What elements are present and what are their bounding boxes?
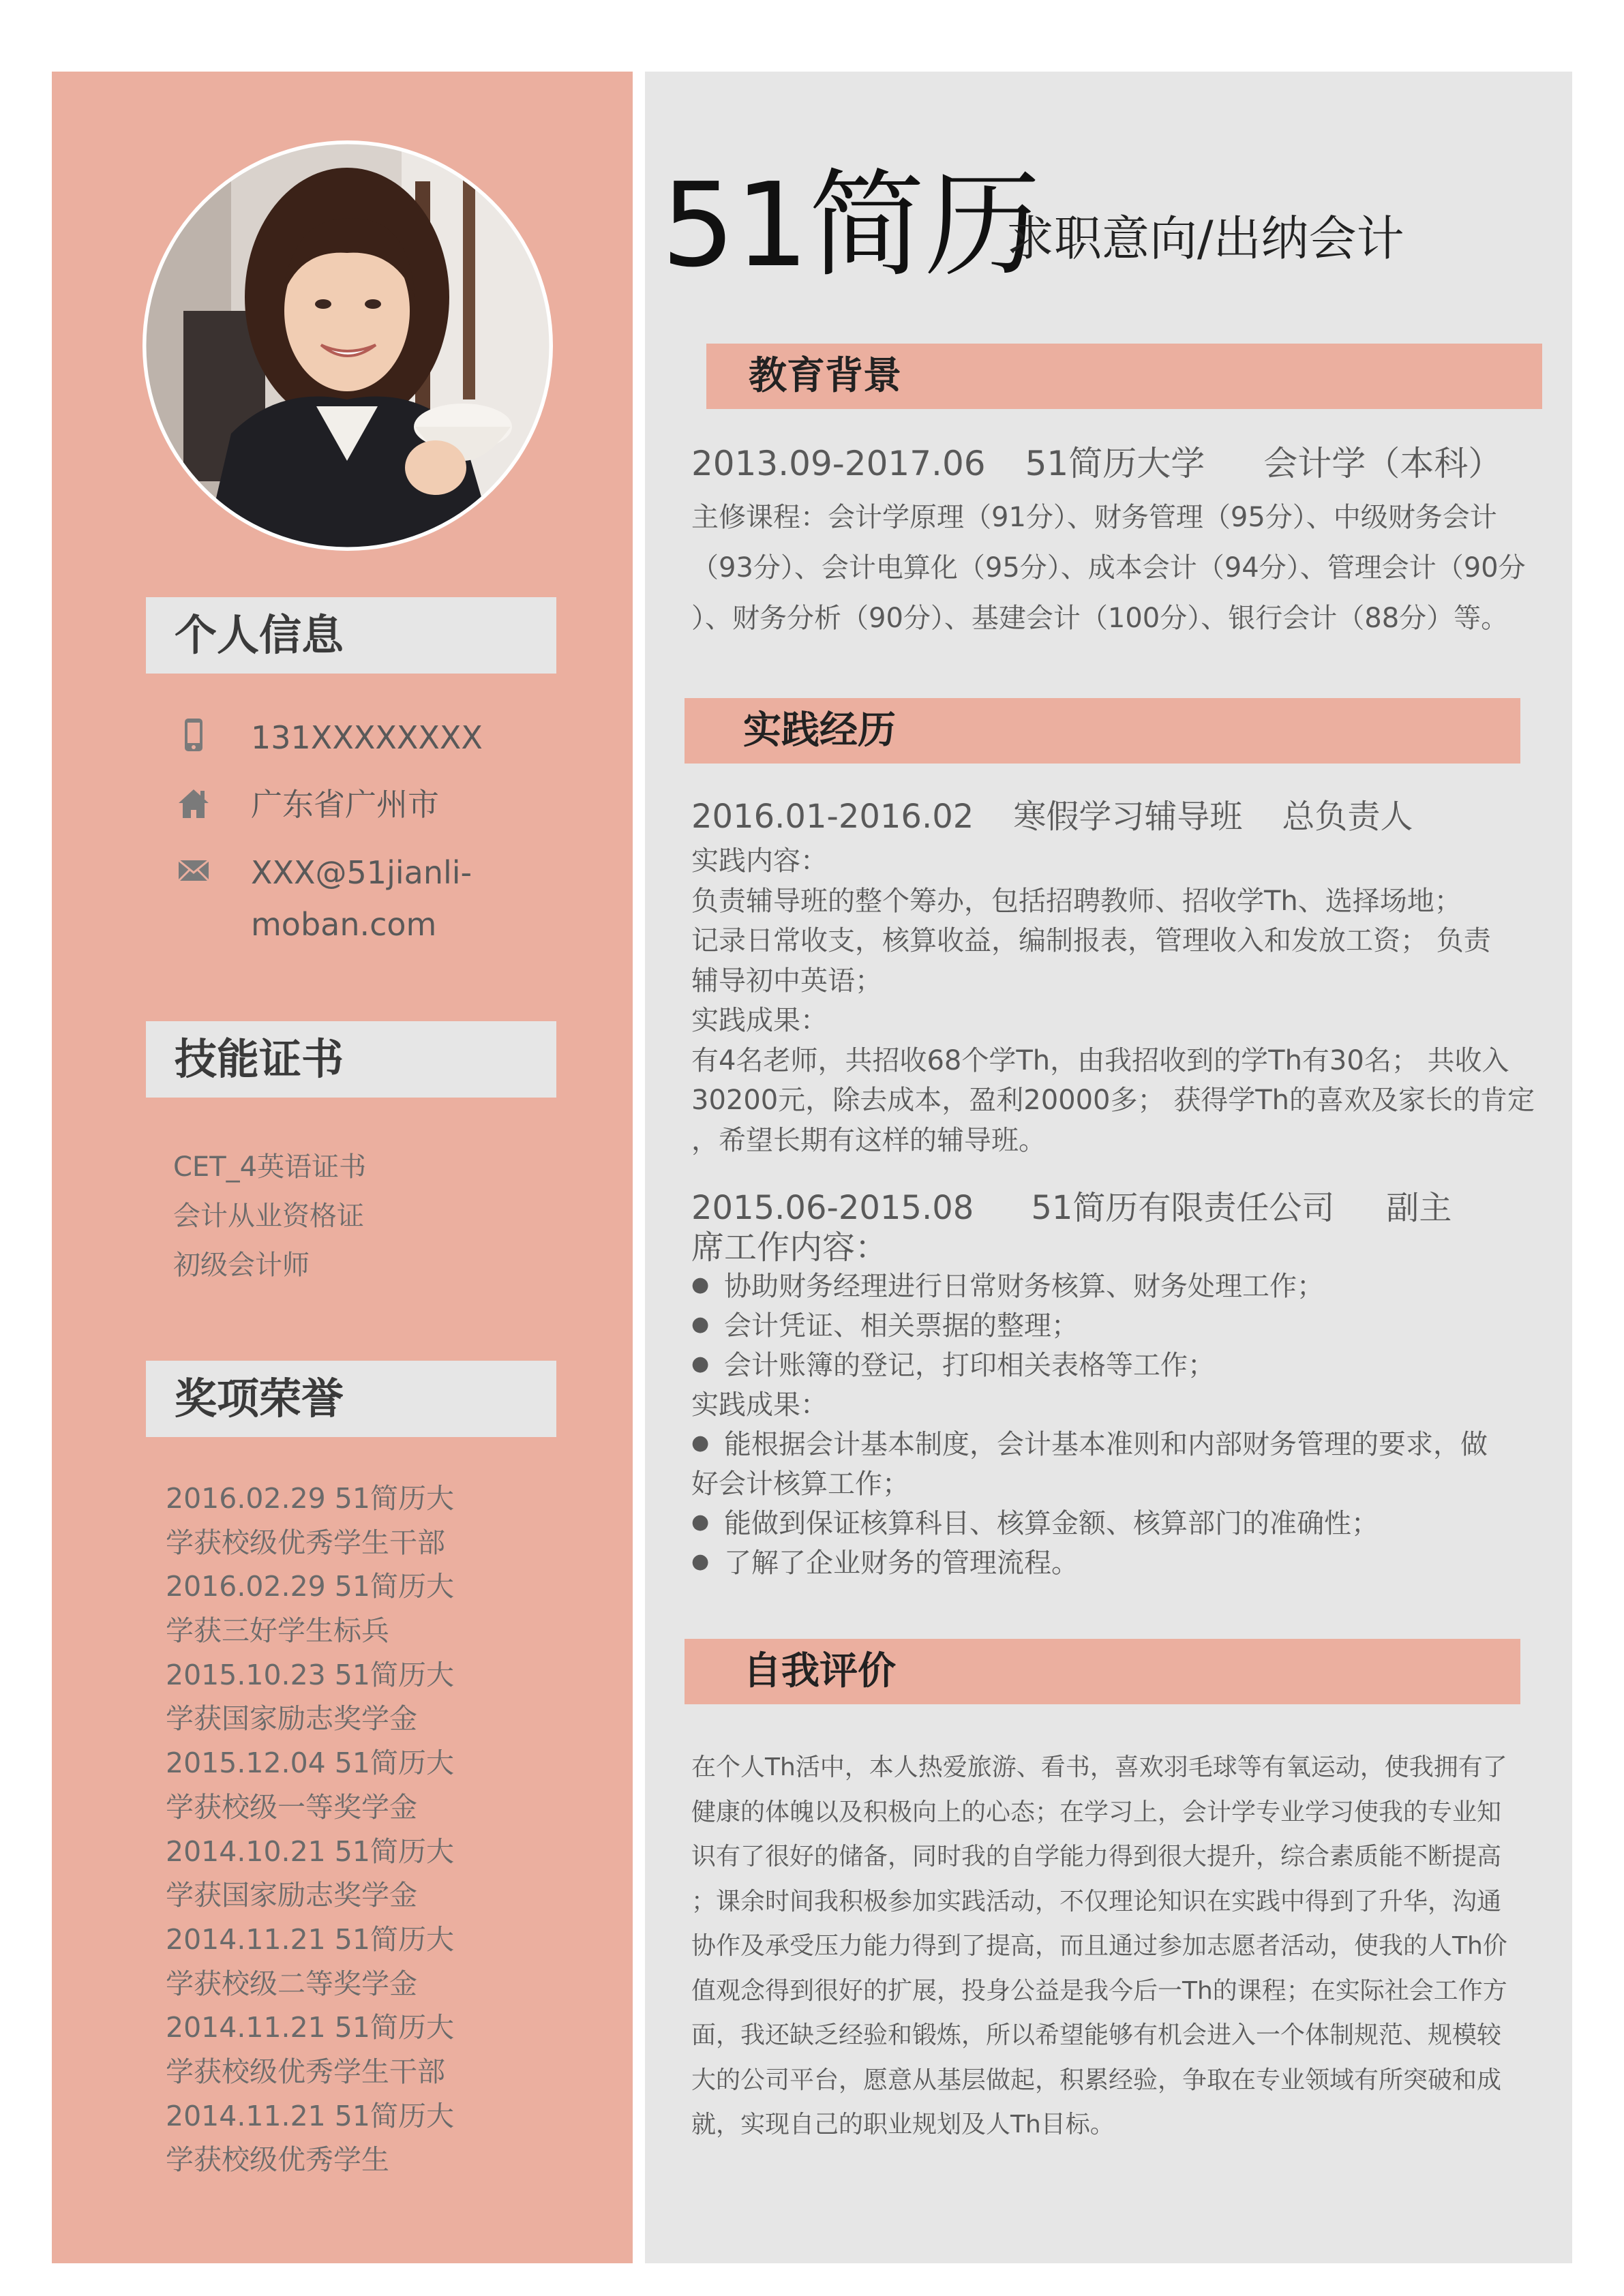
award-line: 2016.02.29 51简历大 — [166, 1482, 454, 1515]
award-line: 2015.10.23 51简历大 — [166, 1658, 454, 1691]
email-line-2: moban.com — [251, 906, 437, 943]
job2-bullet: ● 能根据会计基本制度，会计基本准则和内部财务管理的要求，做 — [691, 1425, 1568, 1464]
job2-bullet: ● 会计凭证、相关票据的整理； — [691, 1306, 1568, 1346]
self-eval-line: 在个人Th活中，本人热爱旅游、看书，喜欢羽毛球等有氧运动，使我拥有了 — [691, 1753, 1507, 1781]
education-summary — [691, 436, 1502, 491]
job1-line: 记录日常收支，核算收益，编制报表，管理收入和发放工资； 负责 — [691, 925, 1491, 956]
job2-result-label: 实践成果： — [691, 1389, 828, 1421]
home-icon — [175, 783, 213, 821]
email-line-1: XXX@51jianli- — [251, 854, 472, 891]
self-eval-heading: 自我评价 — [685, 1639, 1520, 1704]
self-eval-line: 大的公司平台，愿意从基层做起，积累经验，争取在专业领域有所突破和成 — [691, 2066, 1502, 2094]
job1-org: 寒假学习辅导班 — [1013, 798, 1243, 836]
practice-heading: 实践经历 — [685, 698, 1520, 764]
job1-line: 实践成果： — [691, 1005, 828, 1036]
award-line: 学获校级优秀学生干部 — [166, 2055, 445, 2088]
job2-period: 2015.06-2015.08 — [691, 1189, 974, 1227]
contact-heading: 个人信息 — [146, 597, 556, 674]
mail-icon — [175, 851, 213, 889]
job1-line: 实践内容： — [691, 845, 828, 877]
education-school: 51简历大学 — [1025, 444, 1205, 483]
job2-bullet: ● 能做到保证核算科目、核算金额、核算部门的准确性； — [691, 1504, 1568, 1543]
job1-role: 总负责人 — [1282, 798, 1413, 836]
phone-text: 131XXXXXXXX — [251, 719, 483, 756]
award-line: 2014.10.21 51简历大 — [166, 1834, 454, 1868]
self-eval-line: 健康的体魄以及积极向上的心态；在学习上，会计学专业学习使我的专业知 — [691, 1798, 1502, 1826]
award-line: 学获校级优秀学生 — [166, 2143, 389, 2177]
phone-icon — [175, 716, 213, 754]
awards-list — [166, 1477, 454, 2182]
email-text — [251, 847, 605, 950]
job1-line: ，希望长期有这样的辅导班。 — [691, 1124, 1046, 1156]
skill-item: 会计从业资格证 — [173, 1200, 364, 1232]
profile-photo — [142, 140, 553, 551]
award-line: 学获国家励志奖学金 — [166, 1879, 417, 1912]
job2-bullet: ● 会计账簿的登记，打印相关表格等工作； — [691, 1346, 1568, 1385]
self-eval-line: 面，我还缺乏经验和锻炼，所以希望能够有机会进入一个体制规范、规模较 — [691, 2021, 1502, 2049]
skill-item: CET_4英语证书 — [173, 1151, 367, 1183]
award-line: 学获校级二等奖学金 — [166, 1967, 417, 2000]
job1-line: 30200元，除去成本，盈利20000多； 获得学Th的喜欢及家长的肯定 — [691, 1085, 1535, 1116]
job1-details — [691, 841, 1568, 1160]
job2-bullet-cont: 好会计核算工作； — [691, 1468, 909, 1500]
address-text: 广东省广州市 — [251, 786, 439, 823]
course-line: 主修课程：会计学原理（91分）、财务管理（95分）、中级财务会计 — [691, 502, 1497, 533]
award-line: 学获国家励志奖学金 — [166, 1702, 417, 1736]
award-line: 2014.11.21 51简历大 — [166, 1922, 454, 1956]
awards-heading: 奖项荣誉 — [146, 1361, 556, 1437]
job1-line: 负责辅导班的整个筹办，包括招聘教师、招收学Th、选择场地； — [691, 885, 1462, 917]
self-eval-line: 识有了很好的储备，同时我的自学能力得到很大提升，综合素质能不断提高 — [691, 1843, 1502, 1871]
job2-bullet: ● 了解了企业财务的管理流程。 — [691, 1543, 1568, 1583]
job1-line: 有4名老师，共招收68个学Th，由我招收到的学Th有30名； 共收入 — [691, 1044, 1509, 1076]
job2-org: 51简历有限责任公司 — [1031, 1189, 1335, 1227]
self-eval-line: 就，实现自己的职业规划及人Th目标。 — [691, 2111, 1115, 2139]
education-heading: 教育背景 — [706, 344, 1542, 409]
award-line: 2014.11.21 51简历大 — [166, 2099, 454, 2132]
award-line: 2016.02.29 51简历大 — [166, 1570, 454, 1603]
skills-list — [173, 1143, 366, 1290]
award-line: 学获三好学生标兵 — [166, 1614, 389, 1648]
job-intention: 求职意向/出纳会计 — [1006, 211, 1404, 267]
job1-line: 辅导初中英语； — [691, 965, 882, 997]
award-line: 2015.12.04 51简历大 — [166, 1747, 454, 1780]
job2-role: 副主 — [1386, 1189, 1452, 1227]
self-eval-line: ；课余时间我积极参加实践活动，不仅理论知识在实践中得到了升华，沟通 — [691, 1887, 1502, 1916]
award-line: 学获校级一等奖学金 — [166, 1790, 417, 1824]
course-line: ）、财务分析（90分）、基建会计（100分）、银行会计（88分）等。 — [691, 603, 1509, 634]
award-line: 学获校级优秀学生干部 — [166, 1526, 445, 1559]
job2-details — [691, 1267, 1568, 1583]
education-period: 2013.09-2017.06 — [691, 444, 986, 483]
resume-name: 51简历 — [661, 158, 1041, 293]
job2-bullet: ● 协助财务经理进行日常财务核算、财务处理工作； — [691, 1267, 1568, 1306]
skills-heading: 技能证书 — [146, 1021, 556, 1098]
job1-period: 2016.01-2016.02 — [691, 798, 974, 836]
skill-item: 初级会计师 — [173, 1250, 310, 1281]
self-eval-text — [691, 1745, 1568, 2147]
job2-role-cont: 席工作内容： — [691, 1228, 888, 1267]
job2-summary — [691, 1188, 1452, 1228]
self-eval-line: 值观念得到很好的扩展，投身公益是我今后一Th的课程；在实际社会工作方 — [691, 1976, 1507, 2005]
education-courses — [691, 492, 1568, 644]
course-line: （93分）、会计电算化（95分）、成本会计（94分）、管理会计（90分 — [691, 552, 1526, 584]
self-eval-line: 协作及承受压力能力得到了提高，而且通过参加志愿者活动，使我的人Th价 — [691, 1932, 1507, 1960]
job1-summary — [691, 791, 1413, 843]
education-major: 会计学（本科） — [1263, 444, 1503, 483]
award-line: 2014.11.21 51简历大 — [166, 2011, 454, 2044]
